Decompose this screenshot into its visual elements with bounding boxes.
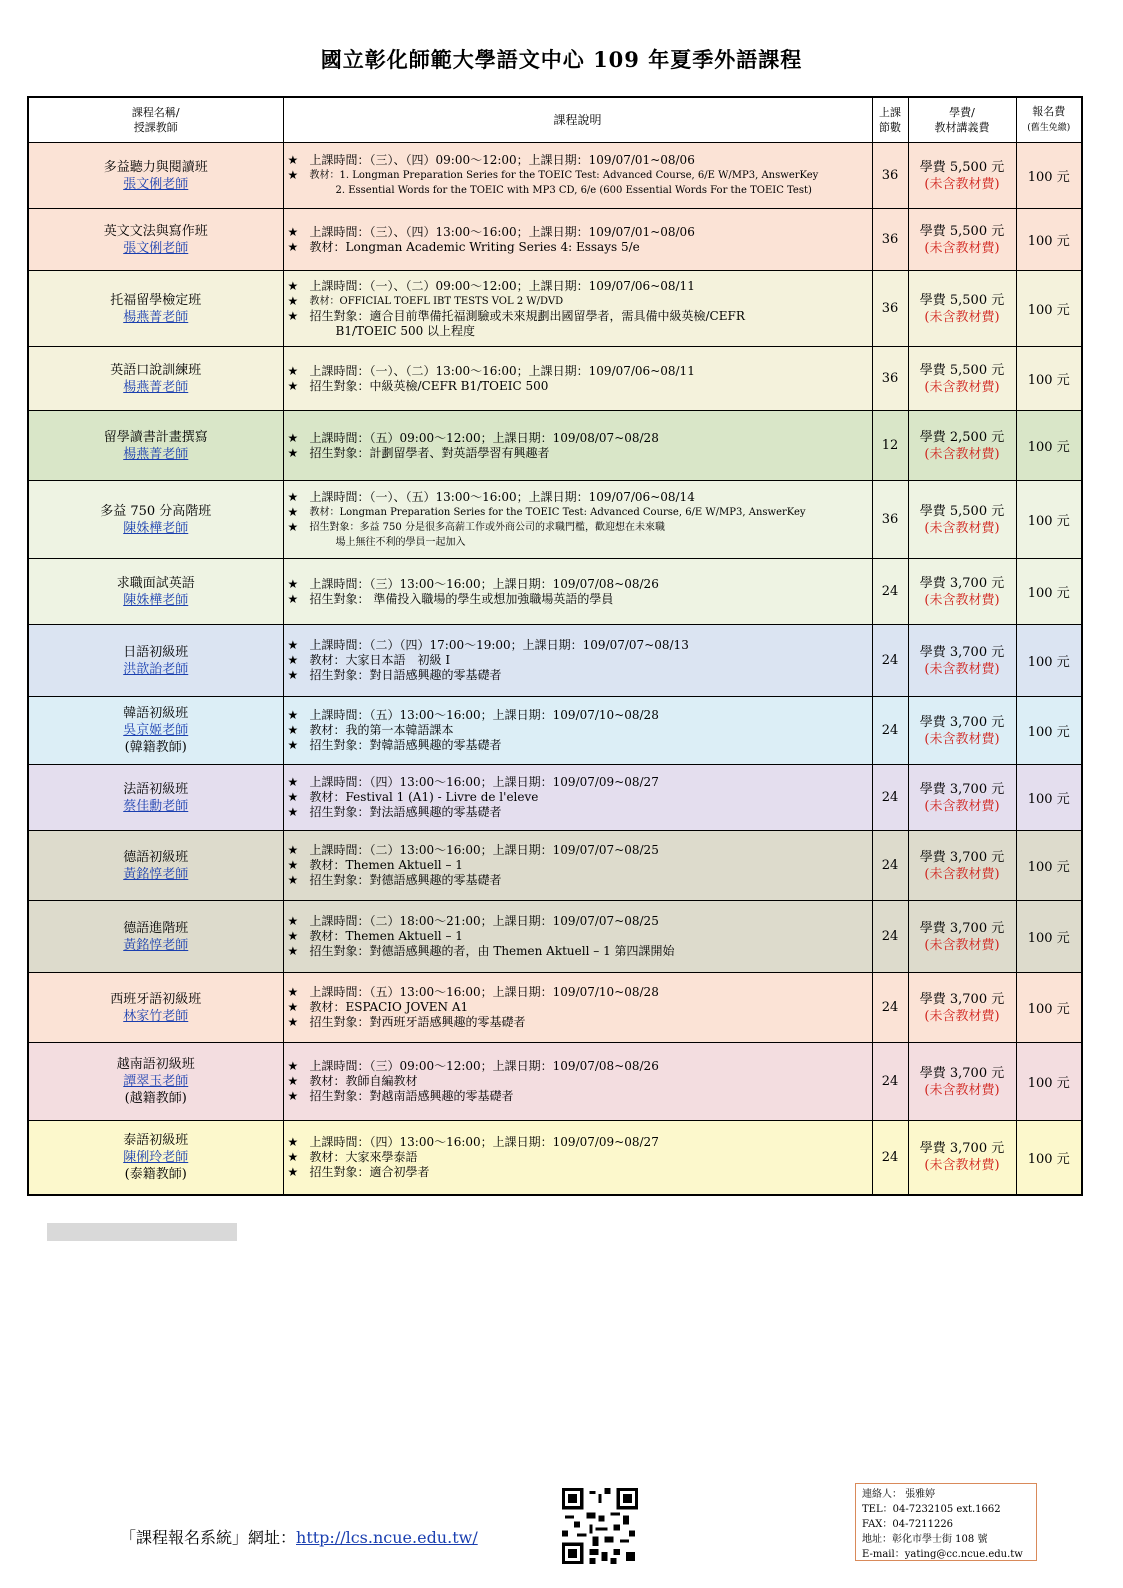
contact-address: 地址：彰化市學士街 108 號	[862, 1534, 988, 1545]
description-line	[288, 153, 868, 168]
fee-note: (未含教材費)	[924, 592, 1000, 608]
fee-amount: 學費 5,500 元	[919, 362, 1005, 378]
registration-fee-cell: 100 元	[1016, 271, 1082, 347]
description-text: 上課時間：（三）、（四）09:00～12:00；上課日期：109/07/01~08/06	[309, 153, 695, 167]
fee-note: (未含教材費)	[924, 176, 1000, 192]
description-text: 教材：大家來學泰語	[309, 1149, 418, 1164]
star-icon: ★	[287, 378, 299, 393]
star-icon: ★	[287, 1059, 299, 1073]
description-line	[288, 279, 868, 294]
description-line	[288, 1135, 868, 1150]
fee-amount: 學費 5,500 元	[919, 292, 1005, 308]
registration-fee-cell: 100 元	[1016, 831, 1082, 901]
description-text: 招生對象： 準備投入職場的學生或想加強職場英語的學員	[309, 591, 614, 606]
fee-amount: 學費 3,700 元	[919, 644, 1005, 660]
description-text: 上課時間：（五）13:00～16:00；上課日期：109/07/10~08/28	[309, 708, 659, 722]
star-icon: ★	[287, 805, 299, 819]
description-text: 教材：Longman Preparation Series for the TOEIC Test: Advanced Course, 6/E W/MP3, AnswerKey	[309, 506, 806, 518]
course-name-cell	[28, 271, 283, 347]
qr-code-icon	[562, 1488, 638, 1564]
teacher-link[interactable]: 楊燕菁老師	[123, 446, 189, 462]
star-icon: ★	[287, 944, 299, 958]
table-row	[28, 831, 1082, 901]
description-text: 招生對象：對法語感興趣的零基礎者	[309, 805, 502, 819]
registration-fee-cell: 100 元	[1016, 1043, 1082, 1121]
star-icon: ★	[287, 168, 299, 182]
star-icon: ★	[287, 591, 299, 606]
star-icon: ★	[287, 445, 299, 460]
contact-fax: FAX：04-7211226	[862, 1519, 954, 1530]
description-text: 招生對象：對日語感興趣的零基礎者	[309, 668, 502, 682]
teacher-nationality: (韓籍教師)	[124, 740, 187, 755]
course-description-cell	[283, 765, 872, 831]
table-row	[28, 625, 1082, 697]
description-line	[288, 490, 868, 505]
fee-cell	[908, 625, 1016, 697]
teacher-link[interactable]: 譚翠玉老師	[123, 1074, 189, 1089]
description-text: 教材：Themen Aktuell – 1	[309, 858, 463, 872]
description-line	[288, 775, 868, 790]
fee-cell	[908, 271, 1016, 347]
star-icon: ★	[287, 668, 299, 682]
description-line	[288, 520, 868, 535]
course-table	[27, 96, 1083, 1196]
description-line	[288, 577, 868, 592]
star-icon: ★	[287, 775, 299, 789]
course-description-cell	[283, 481, 872, 559]
teacher-link[interactable]: 張文俐老師	[123, 176, 189, 192]
fee-note: (未含教材費)	[924, 240, 1000, 256]
fee-cell	[908, 831, 1016, 901]
course-description-cell	[283, 143, 872, 209]
course-name-cell	[28, 973, 283, 1043]
description-line	[288, 364, 868, 379]
course-name-cell	[28, 481, 283, 559]
description-line	[288, 379, 868, 394]
registration-fee-cell: 100 元	[1016, 625, 1082, 697]
course-name-cell	[28, 1121, 283, 1195]
description-text: 教材：Festival 1 (A1) - Livre de l'eleve	[309, 790, 539, 804]
registration-fee-cell: 100 元	[1016, 901, 1082, 973]
registration-fee-cell: 100 元	[1016, 1121, 1082, 1195]
course-description-cell	[283, 973, 872, 1043]
fee-amount: 學費 3,700 元	[919, 714, 1005, 730]
description-continuation: 場上無往不利的學員一起加入	[335, 536, 466, 548]
fee-amount: 學費 3,700 元	[919, 575, 1005, 591]
description-line	[288, 708, 868, 723]
fee-amount: 學費 3,700 元	[919, 920, 1005, 936]
fee-cell	[908, 697, 1016, 765]
description-line	[288, 1089, 868, 1104]
star-icon: ★	[287, 504, 299, 519]
description-text: 上課時間：（一）、（二）09:00～12:00；上課日期：109/07/06~08/11	[309, 278, 695, 293]
course-name: 日語初級班	[123, 644, 189, 660]
fee-amount: 學費 5,500 元	[919, 223, 1005, 239]
table-row	[28, 481, 1082, 559]
star-icon: ★	[287, 308, 299, 323]
table-row	[28, 697, 1082, 765]
star-icon: ★	[287, 430, 299, 445]
course-name-cell	[28, 143, 283, 209]
star-icon: ★	[287, 224, 299, 239]
sessions-cell: 36	[872, 209, 908, 271]
course-name-cell	[28, 559, 283, 625]
course-name: 德語初級班	[123, 849, 189, 865]
course-name: 泰語初級班	[123, 1132, 189, 1148]
table-row	[28, 973, 1082, 1043]
table-row	[28, 1043, 1082, 1121]
fee-amount: 學費 3,700 元	[919, 1141, 1005, 1157]
course-name: 托福留學檢定班	[110, 292, 202, 308]
teacher-nationality: (泰籍教師)	[124, 1166, 187, 1182]
course-name: 韓語初級班	[123, 706, 189, 721]
description-text: 上課時間：（三）13:00～16:00；上課日期：109/07/08~08/26	[309, 576, 659, 591]
fee-amount: 學費 3,700 元	[919, 849, 1005, 865]
description-line	[288, 225, 868, 240]
fee-cell	[908, 209, 1016, 271]
course-description-cell	[283, 209, 872, 271]
description-text: 教材：1. Longman Preparation Series for the TOEIC Test: Advanced Course, 6/E W/MP3, AnswerKey	[309, 170, 819, 181]
description-text: 招生對象：對西班牙語感興趣的零基礎者	[309, 1015, 526, 1029]
description-text: 上課時間：（一）、（五）13:00～16:00；上課日期：109/07/06~08/14	[309, 489, 695, 504]
course-name: 留學讀書計畫撰寫	[103, 429, 208, 445]
registration-fee-cell: 100 元	[1016, 481, 1082, 559]
teacher-link[interactable]: 洪歆詒老師	[123, 661, 189, 677]
course-description-cell	[283, 901, 872, 973]
fee-amount: 學費 3,700 元	[919, 1065, 1005, 1081]
description-text: 招生對象：多益 750 分是很多高薪工作或外商公司的求職門檻，歡迎想在未來職	[309, 521, 665, 533]
star-icon: ★	[287, 790, 299, 804]
description-text: 招生對象：對韓語感興趣的零基礎者	[309, 738, 502, 752]
sessions-cell: 36	[872, 481, 908, 559]
course-name: 多益 750 分高階班	[100, 503, 212, 519]
description-line	[288, 985, 868, 1000]
description-text: 招生對象：對德語感興趣的者，由 Themen Aktuell – 1 第四課開始	[309, 944, 675, 958]
course-description-cell	[283, 1043, 872, 1121]
star-icon: ★	[287, 293, 299, 308]
sessions-cell: 24	[872, 697, 908, 765]
description-line	[288, 1150, 868, 1165]
course-name-cell	[28, 697, 283, 765]
teacher-link[interactable]: 楊燕菁老師	[123, 379, 189, 395]
table-row	[28, 559, 1082, 625]
course-name: 英語口說訓練班	[110, 362, 202, 378]
sessions-cell: 36	[872, 143, 908, 209]
course-description-cell	[283, 271, 872, 347]
fee-amount: 學費 2,500 元	[919, 429, 1005, 445]
star-icon: ★	[287, 738, 299, 752]
description-line	[288, 858, 868, 873]
sessions-cell: 24	[872, 973, 908, 1043]
table-row	[28, 209, 1082, 271]
registration-fee-cell: 100 元	[1016, 559, 1082, 625]
description-line	[288, 944, 868, 959]
fee-note: (未含教材費)	[924, 309, 1000, 325]
fee-note: (未含教材費)	[924, 798, 1000, 814]
teacher-link[interactable]: 蔡佳勳老師	[123, 798, 189, 814]
description-line	[288, 1000, 868, 1015]
sessions-cell: 24	[872, 559, 908, 625]
star-icon: ★	[287, 363, 299, 378]
contact-tel: TEL：04-7232105 ext.1662	[862, 1504, 1001, 1515]
star-icon: ★	[287, 153, 299, 167]
course-name-cell	[28, 1043, 283, 1121]
sessions-cell: 36	[872, 271, 908, 347]
course-name: 求職面試英語	[116, 575, 195, 591]
teacher-link[interactable]: 黃銘惇老師	[123, 937, 189, 953]
course-name-cell	[28, 625, 283, 697]
fee-note: (未含教材費)	[924, 731, 1000, 747]
course-name-cell	[28, 901, 283, 973]
description-line	[288, 505, 868, 520]
description-line	[288, 914, 868, 929]
contact-email: E-mail：yating@cc.ncue.edu.tw	[862, 1549, 1023, 1560]
star-icon: ★	[287, 1149, 299, 1164]
registration-fee-cell: 100 元	[1016, 765, 1082, 831]
course-description-cell	[283, 831, 872, 901]
description-text: 招生對象：計劃留學者、對英語學習有興趣者	[309, 445, 550, 460]
description-text: 教材：大家日本語 初級 I	[309, 653, 451, 667]
header-fee: 學費/ 教材講義費	[908, 97, 1016, 143]
contact-person: 連絡人： 張雅婷	[862, 1489, 936, 1500]
star-icon: ★	[287, 519, 299, 534]
fee-cell	[908, 411, 1016, 481]
fee-note: (未含教材費)	[924, 1082, 1000, 1098]
description-text: 招生對象：適合初學者	[309, 1164, 430, 1179]
registration-fee-cell: 100 元	[1016, 973, 1082, 1043]
table-row	[28, 411, 1082, 481]
sessions-cell: 24	[872, 901, 908, 973]
star-icon: ★	[287, 278, 299, 293]
teacher-nationality: (越籍教師)	[124, 1091, 187, 1106]
course-name: 德語進階班	[123, 920, 189, 936]
sessions-cell: 24	[872, 831, 908, 901]
fee-cell	[908, 901, 1016, 973]
teacher-link[interactable]: 陳姝樺老師	[123, 592, 189, 608]
fee-cell	[908, 143, 1016, 209]
course-name: 多益聽力與閱讀班	[103, 159, 208, 175]
course-name-cell	[28, 347, 283, 411]
course-description-cell	[283, 697, 872, 765]
star-icon: ★	[287, 985, 299, 999]
star-icon: ★	[287, 489, 299, 504]
header-registration: 報名費 (舊生免繳)	[1016, 97, 1082, 143]
course-name-cell	[28, 209, 283, 271]
gray-bar	[47, 1223, 237, 1241]
description-line	[288, 723, 868, 738]
teacher-link[interactable]: 楊燕菁老師	[123, 309, 189, 325]
course-name-cell	[28, 831, 283, 901]
registration-label: 「課程報名系統」網址：	[120, 1528, 297, 1547]
description-line	[288, 1165, 868, 1180]
description-text: 教材：我的第一本韓語課本	[309, 723, 454, 737]
description-line	[288, 929, 868, 944]
star-icon: ★	[287, 858, 299, 872]
course-description-cell	[283, 411, 872, 481]
teacher-link[interactable]: 張文俐老師	[123, 240, 189, 256]
table-row	[28, 271, 1082, 347]
description-line	[288, 668, 868, 683]
fee-amount: 學費 5,500 元	[919, 159, 1005, 175]
description-continuation: 2. Essential Words for the TOEIC with MP3 CD, 6/e (600 Essential Words For the TOEIC Test)	[335, 185, 812, 196]
fee-note: (未含教材費)	[924, 520, 1000, 536]
fee-note: (未含教材費)	[924, 866, 1000, 882]
fee-note: (未含教材費)	[924, 446, 1000, 462]
table-header-row	[28, 97, 1082, 143]
course-name: 越南語初級班	[116, 1057, 195, 1072]
description-text: 教材：Longman Academic Writing Series 4: Essays 5/e	[309, 239, 640, 254]
registration-link-row	[120, 1525, 478, 1548]
table-row	[28, 901, 1082, 973]
description-text: 教材：教師自編教材	[309, 1074, 418, 1088]
course-name-cell	[28, 411, 283, 481]
star-icon: ★	[287, 708, 299, 722]
fee-amount: 學費 3,700 元	[919, 781, 1005, 797]
description-line	[288, 240, 868, 255]
star-icon: ★	[287, 576, 299, 591]
teacher-link[interactable]: 吳京姬老師	[123, 723, 189, 738]
description-text: 招生對象：對越南語感興趣的零基礎者	[309, 1089, 514, 1103]
description-text: 教材：Themen Aktuell – 1	[309, 929, 463, 943]
registration-fee-cell: 100 元	[1016, 411, 1082, 481]
course-name: 英文文法與寫作班	[103, 223, 208, 239]
star-icon: ★	[287, 1000, 299, 1014]
description-line	[288, 1059, 868, 1074]
teacher-link[interactable]: 陳俐玲老師	[123, 1149, 189, 1165]
registration-fee-cell: 100 元	[1016, 143, 1082, 209]
star-icon: ★	[287, 239, 299, 254]
star-icon: ★	[287, 929, 299, 943]
description-text: 上課時間：（二）18:00～21:00；上課日期：109/07/07~08/25	[309, 914, 659, 928]
registration-url-link[interactable]: http://lcs.ncue.edu.tw/	[296, 1528, 478, 1547]
course-name-cell	[28, 765, 283, 831]
course-description-cell	[283, 559, 872, 625]
course-description-cell	[283, 625, 872, 697]
course-description-cell	[283, 347, 872, 411]
table-row	[28, 1121, 1082, 1195]
star-icon: ★	[287, 1164, 299, 1179]
description-text: 上課時間：（四）13:00～16:00；上課日期：109/07/09~08/27	[309, 1134, 659, 1149]
sessions-cell: 36	[872, 347, 908, 411]
course-name: 法語初級班	[123, 781, 189, 797]
description-text: 上課時間：（四）13:00～16:00；上課日期：109/07/09~08/27	[309, 775, 659, 789]
star-icon: ★	[287, 873, 299, 887]
description-line	[288, 805, 868, 820]
star-icon: ★	[287, 843, 299, 857]
fee-note: (未含教材費)	[924, 937, 1000, 953]
star-icon: ★	[287, 914, 299, 928]
star-icon: ★	[287, 1089, 299, 1103]
fee-note: (未含教材費)	[924, 661, 1000, 677]
description-text: 上課時間：（三）09:00～12:00；上課日期：109/07/08~08/26	[309, 1059, 659, 1073]
table-row	[28, 143, 1082, 209]
description-text: 教材：OFFICIAL TOEFL IBT TESTS VOL 2 W/DVD	[309, 295, 564, 307]
table-row	[28, 347, 1082, 411]
table-row	[28, 765, 1082, 831]
registration-fee-cell: 100 元	[1016, 347, 1082, 411]
fee-cell	[908, 347, 1016, 411]
description-line	[288, 738, 868, 753]
fee-cell	[908, 559, 1016, 625]
description-line	[288, 1074, 868, 1089]
description-text: 招生對象：中級英檢/CEFR B1/TOEIC 500	[309, 378, 549, 393]
fee-cell	[908, 1121, 1016, 1195]
description-line	[288, 843, 868, 858]
teacher-link[interactable]: 陳姝樺老師	[123, 520, 189, 536]
fee-cell	[908, 973, 1016, 1043]
description-line	[288, 653, 868, 668]
sessions-cell: 12	[872, 411, 908, 481]
description-line	[288, 638, 868, 653]
registration-fee-cell: 100 元	[1016, 697, 1082, 765]
star-icon: ★	[287, 638, 299, 652]
teacher-link[interactable]: 黃銘惇老師	[123, 866, 189, 882]
description-line	[288, 431, 868, 446]
star-icon: ★	[287, 1015, 299, 1029]
description-line	[288, 592, 868, 607]
fee-cell	[908, 1043, 1016, 1121]
fee-cell	[908, 481, 1016, 559]
course-description-cell	[283, 1121, 872, 1195]
star-icon: ★	[287, 723, 299, 737]
description-line	[288, 790, 868, 805]
star-icon: ★	[287, 653, 299, 667]
description-line	[288, 446, 868, 461]
course-name: 西班牙語初級班	[110, 991, 202, 1007]
fee-note: (未含教材費)	[924, 379, 1000, 395]
description-line	[288, 168, 868, 183]
header-course-name: 課程名稱/ 授課教師	[28, 97, 283, 143]
star-icon: ★	[287, 1074, 299, 1088]
star-icon: ★	[287, 1134, 299, 1149]
fee-note: (未含教材費)	[924, 1158, 1000, 1174]
sessions-cell: 24	[872, 1043, 908, 1121]
description-text: 招生對象：適合目前準備托福測驗或未來規劃出國留學者，需具備中級英檢/CEFR	[309, 308, 745, 323]
sessions-cell: 24	[872, 765, 908, 831]
page-title: 國立彰化師範大學語文中心 109 年夏季外語課程	[320, 47, 803, 72]
description-line	[288, 309, 868, 324]
description-continuation: B1/TOEIC 500 以上程度	[335, 323, 476, 338]
sessions-cell: 24	[872, 625, 908, 697]
registration-fee-cell: 100 元	[1016, 209, 1082, 271]
fee-amount: 學費 5,500 元	[919, 503, 1005, 519]
contact-box	[855, 1483, 1037, 1561]
description-line	[288, 873, 868, 888]
description-text: 上課時間：（一）、（二）13:00～16:00；上課日期：109/07/06~08/11	[309, 363, 695, 378]
description-text: 教材：ESPACIO JOVEN A1	[309, 1000, 469, 1014]
description-line	[288, 1015, 868, 1030]
description-line	[288, 294, 868, 309]
sessions-cell: 24	[872, 1121, 908, 1195]
description-text: 上課時間：（三）、（四）13:00～16:00；上課日期：109/07/01~08/06	[309, 224, 695, 239]
header-description: 課程說明	[283, 97, 872, 143]
description-text: 上課時間：（二）（四）17:00～19:00；上課日期：109/07/07~08/13	[309, 638, 689, 652]
fee-cell	[908, 765, 1016, 831]
header-sessions: 上課 節數	[872, 97, 908, 143]
description-text: 招生對象：對德語感興趣的零基礎者	[309, 873, 502, 887]
description-text: 上課時間：（五）09:00～12:00；上課日期：109/08/07~08/28	[309, 430, 659, 445]
fee-amount: 學費 3,700 元	[919, 991, 1005, 1007]
teacher-link[interactable]: 林家竹老師	[123, 1008, 189, 1024]
fee-note: (未含教材費)	[924, 1008, 1000, 1024]
description-text: 上課時間：（二）13:00～16:00；上課日期：109/07/07~08/25	[309, 843, 659, 857]
description-text: 上課時間：（五）13:00～16:00；上課日期：109/07/10~08/28	[309, 985, 659, 999]
